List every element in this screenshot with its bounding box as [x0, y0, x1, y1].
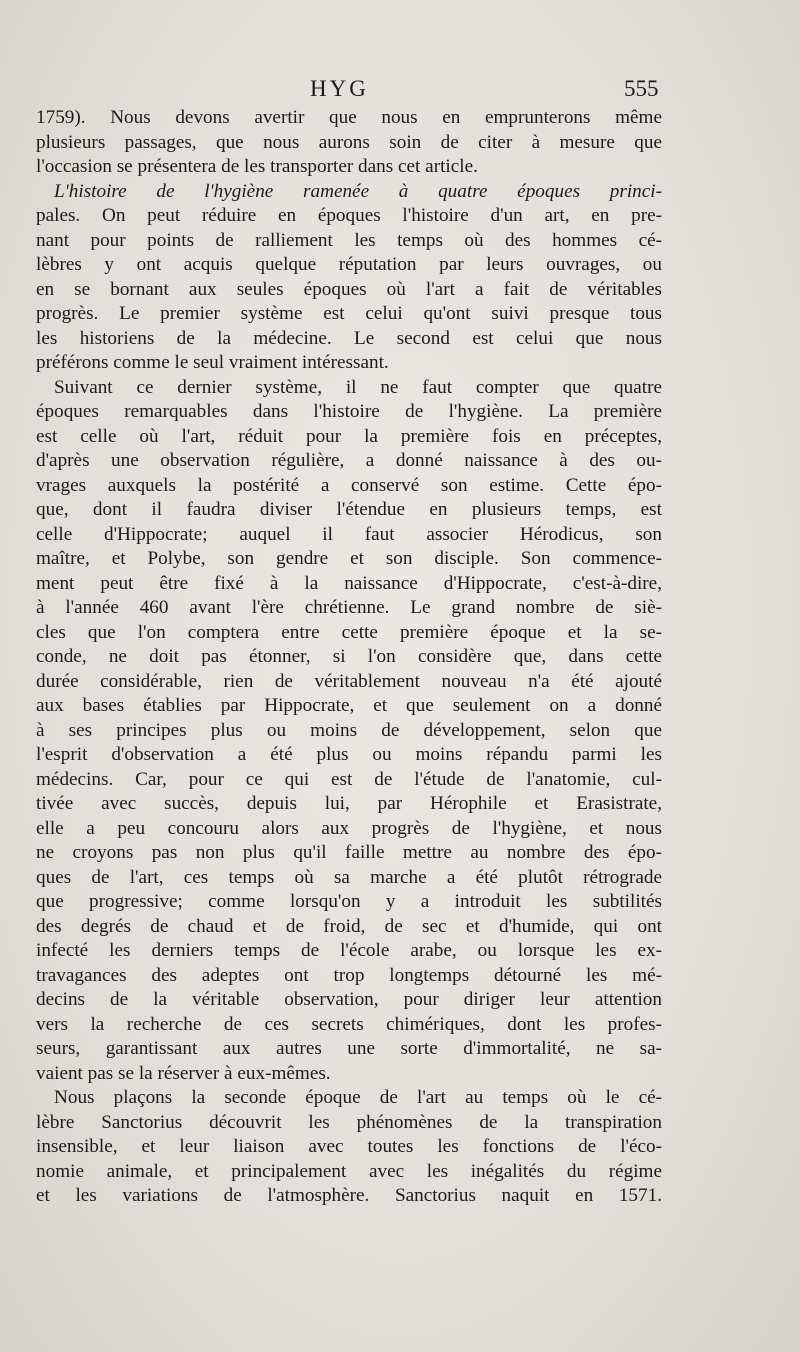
text-line: que progressive; comme lorsqu'on y a introduit les subtilités — [36, 891, 662, 912]
text-line: vrages auxquels la postérité a conservé son estime. Cette épo- — [36, 474, 662, 496]
text-line: 1759). Nous devons avertir que nous en emprunterons même — [36, 107, 662, 128]
text-line: à ses principes plus ou moins de développement, selon que — [36, 719, 662, 741]
text-line: des degrés de chaud et de froid, de sec et d'humide, qui ont — [36, 915, 662, 937]
text-line: ne croyons pas non plus qu'il faille mettre au nombre des épo- — [36, 842, 662, 863]
text-line: seurs, garantissant aux autres une sorte d'immortalité, ne sa- — [36, 1038, 662, 1059]
text-line: époques remarquables dans l'histoire de l'hygiène. La première — [36, 401, 662, 422]
text-line: tivée avec succès, depuis lui, par Hérophile et Erasistrate, — [36, 793, 662, 814]
text-line: médecins. Car, pour ce qui est de l'étude de l'anatomie, cul- — [36, 768, 662, 790]
text-line: en se bornant aux seules époques où l'art a fait de véritables — [36, 278, 662, 300]
text-line: travagances des adeptes ont trop longtemps détourné les mé- — [36, 964, 662, 986]
text-line: ment peut être fixé à la naissance d'Hippocrate, c'est-à-dire, — [36, 572, 662, 594]
text-line: l'esprit d'observation a été plus ou moins répandu parmi les — [36, 744, 662, 765]
text-line: l'occasion se présentera de les transporter dans cet article. — [36, 156, 478, 177]
text-line: aux bases établies par Hippocrate, et que seulement on a donné — [36, 695, 662, 716]
text-line: nant pour points de ralliement les temps où des hommes cé- — [36, 229, 662, 251]
text-line: infecté les derniers temps de l'école arabe, ou lorsque les ex- — [36, 940, 662, 961]
text-line: conde, ne doit pas étonner, si l'on considère que, dans cette — [36, 646, 662, 667]
text-line: celle d'Hippocrate; auquel il faut associer Hérodicus, son — [36, 523, 662, 545]
text-line: est celle où l'art, réduit pour la première fois en préceptes, — [36, 425, 662, 447]
text-line: maître, et Polybe, son gendre et son disciple. Son commence- — [36, 548, 662, 569]
page-number: 555 — [624, 76, 659, 101]
text-line: pales. On peut réduire en époques l'histoire d'un art, en pre- — [36, 205, 662, 226]
running-head: HYG — [310, 76, 369, 101]
text-line: vers la recherche de ces secrets chimériques, dont les profes- — [36, 1013, 662, 1035]
text-line: d'après une observation régulière, a donné naissance à des ou- — [36, 450, 662, 471]
section-heading-line: L'histoire de l'hygiène ramenée à quatre époques princi- — [54, 180, 662, 202]
text-line: progrès. Le premier système est celui qu'ont suivi presque tous — [36, 303, 662, 324]
text-line: cles que l'on comptera entre cette première époque et la se- — [36, 621, 662, 643]
text-line: lèbres y ont acquis quelque réputation par leurs ouvrages, ou — [36, 254, 662, 275]
text-line: ques de l'art, ces temps où sa marche a été plutôt rétrograde — [36, 866, 662, 888]
text-line: vaient pas se la réserver à eux-mêmes. — [36, 1062, 331, 1084]
text-line: les historiens de la médecine. Le second est celui que nous — [36, 327, 662, 349]
text-line: plusieurs passages, que nous aurons soin de citer à mesure que — [36, 131, 662, 153]
paragraph-start-line: Suivant ce dernier système, il ne faut compter que quatre — [54, 376, 662, 398]
text-line: lèbre Sanctorius découvrit les phénomènes de la transpiration — [36, 1111, 662, 1133]
body-text — [36, 106, 662, 1209]
text-line: durée considérable, rien de véritablement nouveau n'a été ajouté — [36, 670, 662, 692]
text-line: à l'année 460 avant l'ère chrétienne. Le grand nombre de siè- — [36, 597, 662, 618]
text-line: préférons comme le seul vraiment intéressant. — [36, 352, 389, 373]
paragraph-start-line: Nous plaçons la seconde époque de l'art au temps où le cé- — [54, 1087, 662, 1108]
text-line: insensible, et leur liaison avec toutes les fonctions de l'éco- — [36, 1136, 662, 1157]
text-line: et les variations de l'atmosphère. Sanctorius naquit en 1571. — [36, 1185, 662, 1206]
text-line: nomie animale, et principalement avec les inégalités du régime — [36, 1160, 662, 1182]
page-header — [0, 76, 800, 106]
text-line: decins de la véritable observation, pour diriger leur attention — [36, 989, 662, 1010]
text-line: elle a peu concouru alors aux progrès de l'hygiène, et nous — [36, 817, 662, 839]
text-line: que, dont il faudra diviser l'étendue en plusieurs temps, est — [36, 499, 662, 520]
